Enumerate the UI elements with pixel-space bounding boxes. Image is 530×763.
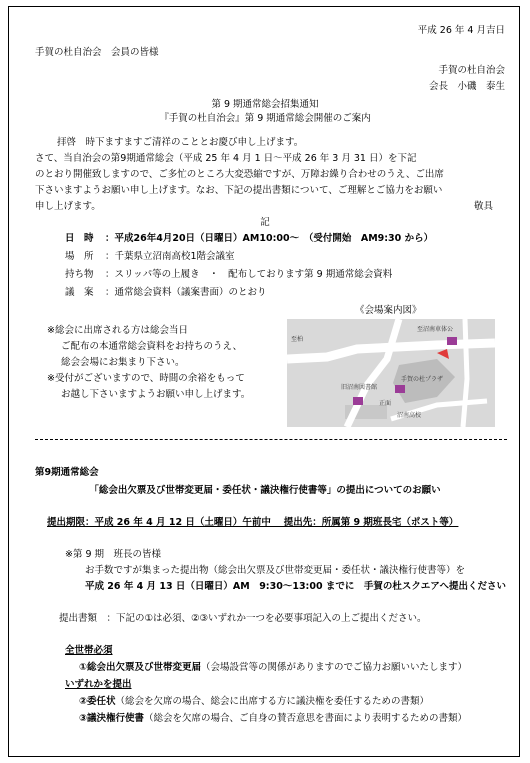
sender-org: 手賀の杜自治会 [438,65,505,76]
map-label-front: 正面 [379,400,392,407]
date-value: ：平成26年4月20日（日曜日）AM10:00～ （受付開始 AM9:30 から） [105,233,434,244]
map-label-school: 沼南高校 [397,412,422,419]
place-value: ：千葉県立沼南高校1階会議室 [105,251,235,262]
date-label: 日 時 [65,233,94,244]
venue-map [287,319,495,427]
notice-title: 第 9 期通常総会招集通知 [211,99,319,110]
map-label-north: 至沼南車体公 [417,326,454,333]
belongings-value: ：スリッパ等の上履き ・ 配布しております第 9 期通常総会資料 [105,269,393,280]
section-divider [35,439,507,440]
section2-title: 「総会出欠票及び世帯変更届・委任状・議決権行使書等」の提出についてのお願い [89,485,441,496]
ki-mark: 記 [260,217,270,228]
greeting: 拝啓 時下ますますご清祥のこととお慶び申し上げます。 [57,137,304,148]
body-line-4: 申し上げます。 [35,201,101,212]
agenda-value: ：通常総会資料（議案書面）のとおり [105,287,267,298]
agenda-label: 議 案 [65,287,94,298]
map-label-kashiwa: 至柏 [291,336,304,343]
closing-keigu: 敬具 [473,201,493,212]
document-3-note: （総会を欠席の場合、ご自身の賛否意思を書面により表明するための書類） [144,713,468,724]
document-3-name: ③議決権行使書 [79,713,145,724]
addressee: 手賀の杜自治会 会員の皆様 [35,47,159,58]
map-caption: 《会場案内図》 [355,305,422,316]
document-1-note: （会場設営等の関係がありますのでご協力お願いいたします） [201,662,468,673]
document-page [8,6,520,757]
issue-date: 平成 26 年 4 月吉日 [417,25,505,36]
document-1-name: ①総会出欠票及び世帯変更届 [79,662,202,673]
venue-map-drawing [287,319,495,427]
section2-heading: 第9期通常総会 [35,467,99,478]
body-line-2: のとおり開催致しますので、ご多忙のところ大変恐縮ですが、万障お繰り合わせのうえ、ご出席 [35,169,444,180]
documents-line: 提出書類 ：下記の①は必須、②③いずれか一つを必要事項記入の上ご提出ください。 [59,613,427,624]
sender-chair: 会長 小磯 泰生 [428,81,505,92]
body-line-3: 下さいますようお願い申し上げます。なお、下記の提出書類について、ご理解とご協力をお願い [35,185,443,196]
body-line-1: さて、当自治会の第9期通常総会（平成 25 年 4 月 1 日～平成 26 年 3 月 31 日）を下記 [35,153,417,164]
note-1: ※総会に出席される方は総会当日 [47,325,188,336]
leaders-heading: ※第 9 期 班長の皆様 [65,549,162,560]
document-2-note: （総会を欠席の場合、総会に出席する方に議決権を委任するための書類） [115,696,430,707]
note-5: お越し下さいますようお願い申し上げます。 [61,389,251,400]
leaders-line-1: お手数ですが集まった提出物（総会出欠票及び世帯変更届・委任状・議決権行使書等）を [85,565,466,576]
required-heading: 全世帯必須 [65,645,113,656]
note-2: ご配布の本通常総会資料をお持ちのうえ、 [61,341,243,352]
document-2 [79,696,429,708]
map-label-plaza: 手賀の杜プラザ [401,376,444,383]
deadline: 提出期限：平成 26 年 4 月 12 日（土曜日）午前中 提出先：所属第 9 期班長宅（ポスト等） [47,517,459,528]
note-4: ※受付がございますので、時間の余裕をもって [47,373,245,384]
notice-subtitle: 『手賀の杜自治会』第 9 期通常総会開催のご案内 [159,113,371,124]
place-label: 場 所 [65,251,94,262]
map-label-old-library: 旧沼南図書館 [341,384,378,391]
document-2-name: ②委任状 [79,696,116,707]
document-1 [79,662,467,674]
document-3 [79,713,467,725]
leaders-line-2: 平成 26 年 4 月 13 日（日曜日）AM 9:30～13:00 までに 手賀の杜スクエアへ提出ください [85,581,506,592]
belongings-label: 持ち物 [65,269,94,280]
note-3: 総会会場にお集まり下さい。 [61,357,185,368]
either-heading: いずれかを提出 [65,679,132,690]
